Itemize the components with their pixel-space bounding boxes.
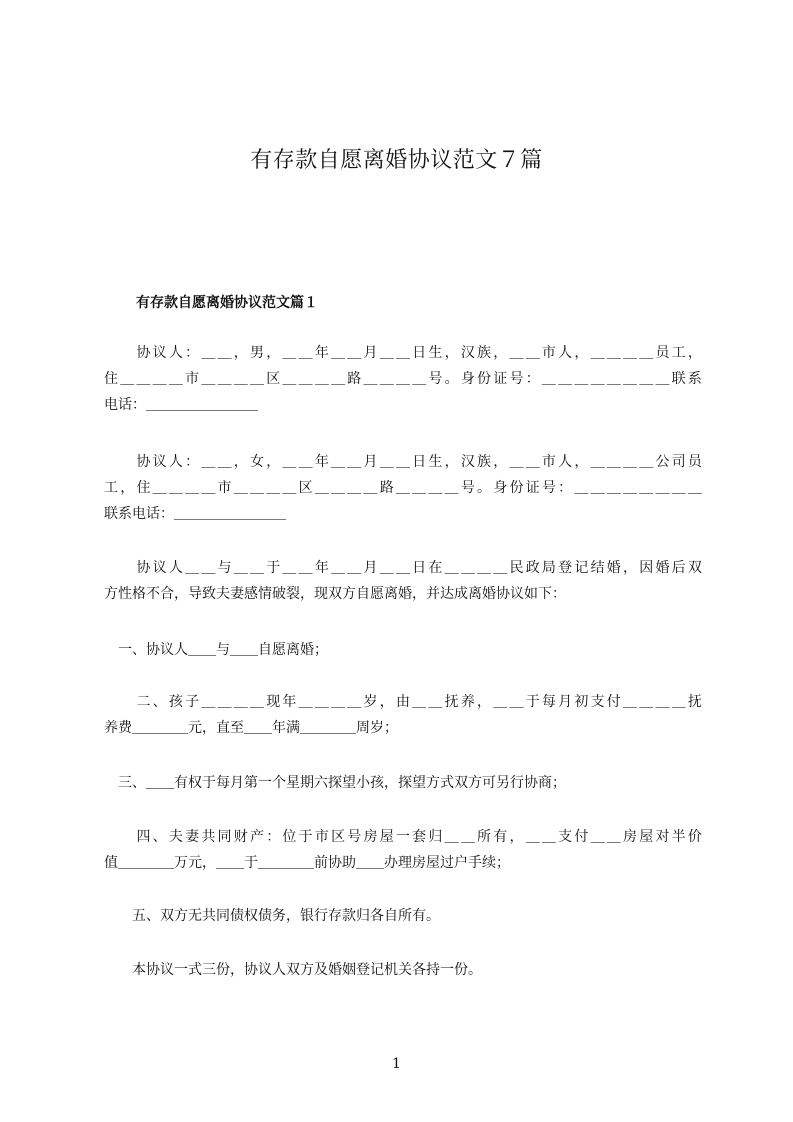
paragraph-line: 养费＿＿＿＿元，直至＿＿年满＿＿＿＿周岁；: [104, 720, 398, 736]
clause-1-divorce: [104, 637, 702, 663]
paragraph-line: 电话：＿＿＿＿＿＿＿＿: [104, 397, 258, 413]
paragraph-line: 五、双方无共同债权债务，银行存款归各自所有。: [104, 908, 440, 924]
section-heading: 有存款自愿离婚协议范文篇１: [136, 295, 318, 311]
paragraph-line: 协 议 人 ： ＿ ＿ ， 男 ， ＿ ＿ 年 ＿ ＿ 月 ＿ ＿ 日 生 ， 汉 族 ， ＿ ＿ 市 人 ， ＿ ＿ ＿ ＿ 员 工 ，: [136, 345, 702, 361]
closing-paragraph: [104, 957, 702, 983]
paragraph-line: 协 议 人 ： ＿ ＿ ， 女 ， ＿ ＿ 年 ＿ ＿ 月 ＿ ＿ 日 生 ， 汉 族 ， ＿ ＿ 市 人 ， ＿ ＿ ＿ ＿ 公 司 员: [136, 454, 702, 470]
clause-3-visitation: [104, 770, 702, 796]
paragraph-male-party: [104, 340, 702, 418]
paragraph-line: 值＿＿＿＿万元，＿＿于＿＿＿＿前协助＿＿办理房屋过户手续；: [104, 855, 510, 871]
paragraph-line: 协 议 人 ＿ ＿ 与 ＿ ＿ 于 ＿ ＿ 年 ＿ ＿ 月 ＿ ＿ 日 在 ＿ ＿ ＿ ＿ 民 政 局 登 记 结 婚 ， 因 婚 后 双: [136, 560, 702, 576]
clause-5-debts: [104, 903, 702, 929]
clause-2-child-custody: [104, 689, 702, 741]
paragraph-line: 三、＿＿有权于每月第一个星期六探望小孩，探望方式双方可另行协商；: [104, 775, 566, 791]
document-title: 有存款自愿离婚协议范文７篇: [250, 148, 543, 173]
page-number: 1: [392, 1056, 401, 1072]
paragraph-line: 四 、 夫 妻 共 同 财 产 ： 位 于 市 区 号 房 屋 一 套 归 ＿ ＿ 所 有 ， ＿ ＿ 支 付 ＿ ＿ 房 屋 对 半 价: [136, 829, 702, 845]
paragraph-marriage-background: [104, 555, 702, 607]
paragraph-line: 方性格不合，导致夫妻感情破裂，现双方自愿离婚，并达成离婚协议如下：: [104, 586, 566, 602]
paragraph-line: 工 ， 住 ＿ ＿ ＿ ＿ 市 ＿ ＿ ＿ ＿ 区 ＿ ＿ ＿ ＿ 路 ＿ ＿ ＿ ＿ 号 。 身 份 证 号 ： ＿ ＿ ＿ ＿ ＿ ＿ ＿ ＿: [104, 480, 702, 496]
clause-4-property: [104, 824, 702, 876]
paragraph-line: 联系电话：＿＿＿＿＿＿＿＿: [104, 506, 286, 522]
paragraph-line: 本协议一式三份，协议人双方及婚姻登记机关各持一份。: [104, 962, 482, 978]
paragraph-line: 二 、 孩 子 ＿ ＿ ＿ ＿ 现 年 ＿ ＿ ＿ ＿ 岁 ， 由 ＿ ＿ 抚 养 ， ＿ ＿ 于 每 月 初 支 付 ＿ ＿ ＿ ＿ 抚: [136, 694, 702, 710]
paragraph-line: 一、协议人＿＿与＿＿自愿离婚；: [104, 642, 328, 658]
paragraph-female-party: [104, 449, 702, 527]
paragraph-line: 住 ＿ ＿ ＿ ＿ 市 ＿ ＿ ＿ ＿ 区 ＿ ＿ ＿ ＿ 路 ＿ ＿ ＿ ＿ 号 。 身 份 证 号 ： ＿ ＿ ＿ ＿ ＿ ＿ ＿ ＿ 联 系: [104, 371, 702, 387]
